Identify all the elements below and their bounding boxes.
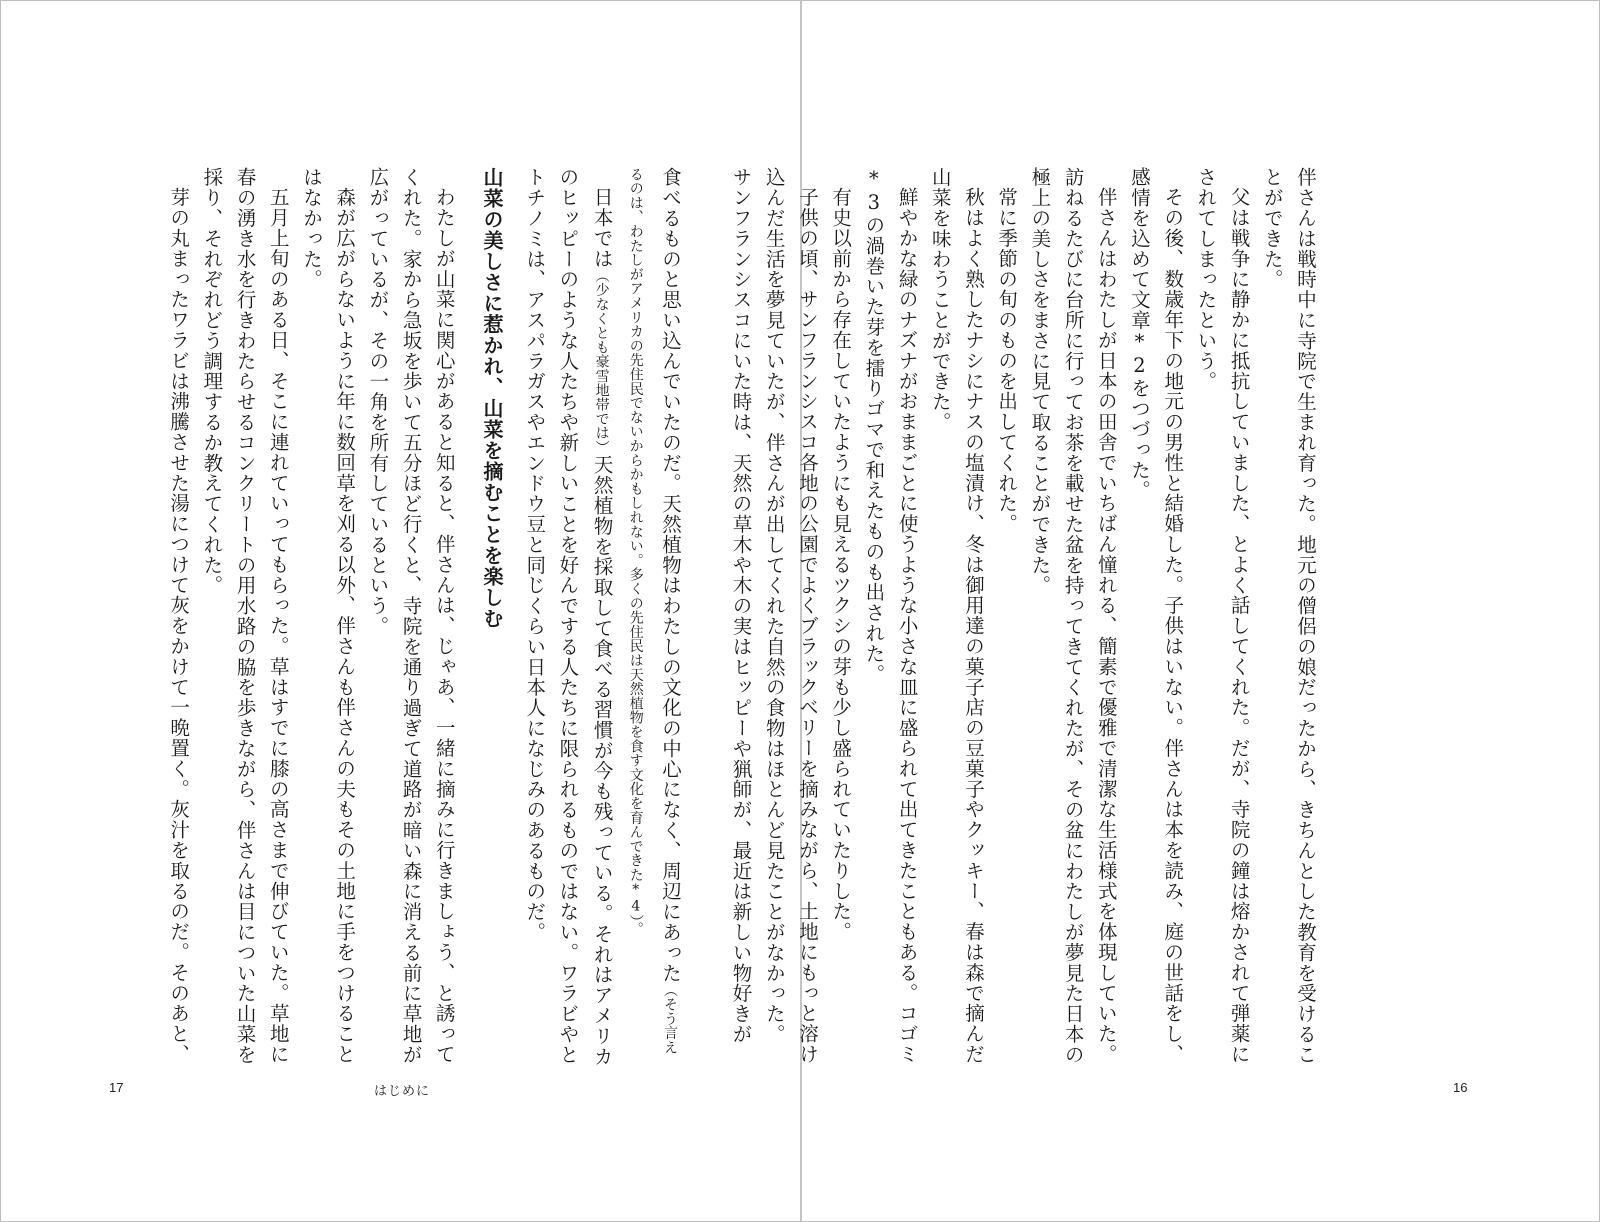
right-page (729, 1, 1600, 1221)
page-number: 16 (1453, 1080, 1468, 1095)
left-page-text (107, 167, 687, 1067)
right-page-text (729, 167, 1322, 1067)
paragraph: 伴さんはわたしが日本の田舎でいちばん憧れる、簡素で優雅で清潔な生活様式を体現していた。訪ねるたびに台所に行ってお茶を載せた盆を持ってきてくれたが、その盆にわたしが夢見た日本の極上の美しさをまさに見て取ることができた。 (1028, 167, 1118, 1065)
paragraph: 鮮やかな緑のナズナがおままごとに使うような小さな皿に盛られて出てきたこともある。コゴミ*3の渦巻いた芽を擂りゴマで和えたものも出された。 (862, 167, 919, 1064)
paragraph: 子供の頃、サンフランシスコ各地の公園でよくブラックベリーを摘みながら、土地にもっと溶け込んだ生活を夢見ていたが、伴さんが出してくれた自然の食物はほとんど見たことがなかった。 (762, 167, 819, 1064)
page-number: 17 (109, 1080, 124, 1095)
parenthetical-note: （そう言えるのは、わたしがアメリカの先住民でないからかもしれない。多くの先住民は天然植物を食す文化を育んできた*4）。 (627, 167, 678, 1055)
paragraph: 五月上旬のある日、そこに連れていってもらった。草はすでに膝の高さまで伸びていた。草地に春の湧き水を行きわたらせるコンクリートの用水路の脇を歩きながら、伴さんは目についた山菜を採り、それぞれどう調理するか教えてくれた。 (200, 167, 290, 1065)
paragraph: 常に季節の旬のものを出してくれた。 (995, 186, 1019, 534)
parenthetical-note: （少なくとも豪雪地帯では） (593, 268, 610, 455)
paragraph: 森が広がらないように年に数回草を刈る以外、伴さんも伴さんの夫もその土地に手をつけることはなかった。 (299, 167, 357, 1064)
paragraph: 芽の丸まったワラビは沸騰させた湯につけて灰をかけて一晩置く。灰汁を取るのだ。そのあと、 (167, 186, 191, 1064)
paragraph: サンフランシスコにいた時は、天然の草木や木の実はヒッピーや猟師が、最近は新しい物好きが (729, 167, 753, 1045)
paragraph: 秋はよく熟したナシにナスの塩漬け、冬は御用達の菓子店の豆菓子やクッキー、春は森で摘んだ山菜を味わうことができた。 (928, 167, 985, 1064)
paragraph: 伴さんは戦時中に寺院で生まれ育った。地元の僧侶の娘だったから、きちんとした教育を受けることができた。 (1260, 167, 1317, 1065)
section-heading: 山菜の美しさに惹かれ、山菜を摘むことを楽しむ (479, 167, 504, 629)
paragraph-text: 天然植物を採取して食べる習慣が今も残っている。それはアメリカのヒッピーのような人たちや新しいことを好んでする人たちに限られるものではない。ワラビやとトチノミは、アスパラガスやエンドウ豆と同じくらい日本人になじみのあるものだ。 (523, 167, 614, 1067)
left-page (1, 1, 800, 1221)
paragraph: その後、数歳年下の地元の男性と結婚した。子供はいない。伴さんは本を読み、庭の世話をし、感情を込めて文章*2をつづった。 (1127, 167, 1185, 1064)
paragraph (619, 167, 687, 1067)
running-head: はじめに (374, 1084, 431, 1099)
paragraph: 有史以前から存在していたようにも見えるツクシの芽も少し盛られていたりした。 (829, 186, 853, 942)
paragraph: 父は戦争に静かに抵抗していました、とよく話してくれた。だが、寺院の鐘は熔かされて弾薬にされてしまったという。 (1194, 167, 1251, 1064)
paragraph-text: 食べるものと思い込んでいたのだ。天然植物はわたしの文化の中心になく、周辺にあった (659, 167, 682, 983)
paragraph: わたしが山菜に関心があると知ると、伴さんは、じゃあ、一緒に摘みに行きましょう、と誘ってくれた。家から急坂を歩いて五分ほど行くと、寺院を通り過ぎて道路が暗い森に消える前に草地が広がっているが、その一角を所有しているという。 (366, 167, 456, 1065)
paragraph-text: 日本では (590, 186, 614, 269)
paragraph (518, 167, 619, 1067)
